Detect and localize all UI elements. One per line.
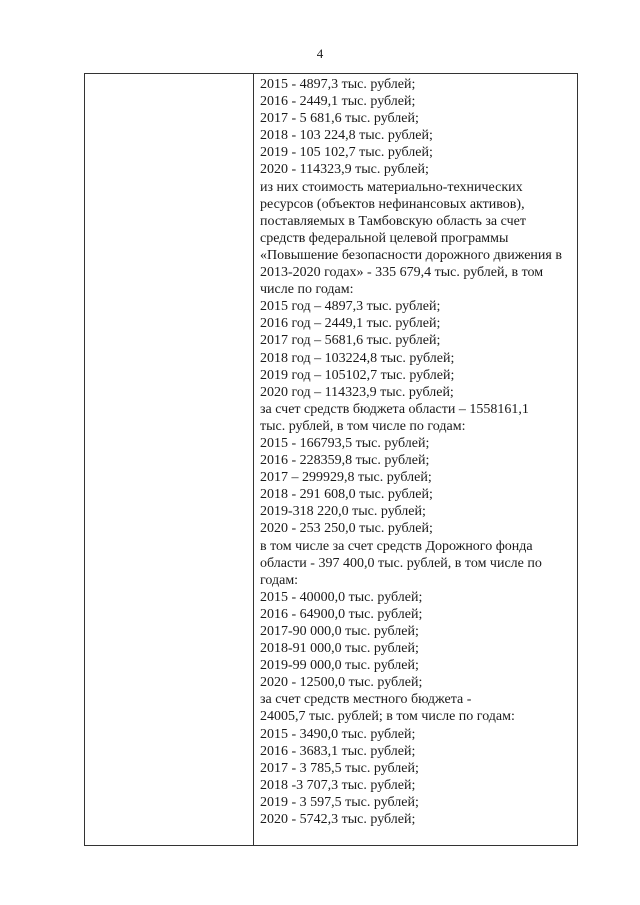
- text-line: 2018 - 291 608,0 тыс. рублей;: [260, 487, 433, 503]
- text-line: 2020 - 114323,9 тыс. рублей;: [260, 162, 429, 178]
- text-line: 2015 - 3490,0 тыс. рублей;: [260, 726, 416, 742]
- table-left-cell: [85, 74, 253, 845]
- text-line: 2018 год – 103224,8 тыс. рублей;: [260, 350, 455, 366]
- text-line: в том числе за счет средств Дорожного фонда: [260, 538, 533, 554]
- text-line: 2019 - 3 597,5 тыс. рублей;: [260, 794, 419, 810]
- text-line: 2017 год – 5681,6 тыс. рублей;: [260, 333, 441, 349]
- text-line: 2015 - 166793,5 тыс. рублей;: [260, 435, 430, 451]
- text-line: 2020 - 253 250,0 тыс. рублей;: [260, 521, 433, 537]
- text-line: поставляемых в Тамбовскую область за счет: [260, 213, 526, 229]
- text-line: 2018-91 000,0 тыс. рублей;: [260, 641, 419, 657]
- text-line: 2015 - 40000,0 тыс. рублей;: [260, 589, 423, 605]
- text-line: 2017-90 000,0 тыс. рублей;: [260, 624, 419, 639]
- column-divider: [253, 74, 254, 845]
- text-line: области - 397 400,0 тыс. рублей, в том числе по: [260, 555, 542, 571]
- text-line: 2015 год – 4897,3 тыс. рублей;: [260, 299, 441, 315]
- text-line: 2019-318 220,0 тыс. рублей;: [260, 504, 426, 520]
- text-line: 2016 - 228359,8 тыс. рублей;: [260, 453, 430, 469]
- text-line: ресурсов (объектов нефинансовых активов),: [260, 196, 525, 212]
- text-line: тыс. рублей, в том числе по годам:: [260, 418, 466, 434]
- text-line: годам:: [260, 572, 299, 588]
- text-line: 2020 - 12500,0 тыс. рублей;: [260, 675, 423, 691]
- text-line: 2019 год – 105102,7 тыс. рублей;: [260, 367, 455, 383]
- text-line: из них стоимость материально-технических: [260, 179, 523, 195]
- text-line: 2020 год – 114323,9 тыс. рублей;: [260, 384, 454, 400]
- text-line: 2013-2020 годах» - 335 679,4 тыс. рублей, в том: [260, 265, 544, 281]
- text-line: за счет средств местного бюджета -: [260, 692, 472, 708]
- text-line: 2020 - 5742,3 тыс. рублей;: [260, 812, 416, 828]
- text-line: средств федеральной целевой программы: [260, 230, 509, 246]
- document-table: [84, 73, 578, 846]
- text-line: 2015 - 4897,3 тыс. рублей;: [260, 77, 416, 92]
- text-line: числе по годам:: [260, 282, 354, 298]
- text-line: 2018 - 103 224,8 тыс. рублей;: [260, 128, 433, 144]
- text-line: 2019-99 000,0 тыс. рублей;: [260, 658, 419, 674]
- text-line: 2016 - 3683,1 тыс. рублей;: [260, 743, 416, 759]
- text-line: 2017 - 5 681,6 тыс. рублей;: [260, 111, 419, 127]
- text-line: «Повышение безопасности дорожного движения в: [260, 247, 562, 263]
- text-line: за счет средств бюджета области – 1558161,1: [260, 401, 529, 417]
- text-line: 2016 год – 2449,1 тыс. рублей;: [260, 316, 441, 332]
- text-line: 2016 - 2449,1 тыс. рублей;: [260, 94, 416, 110]
- text-line: 24005,7 тыс. рублей; в том числе по годам:: [260, 709, 515, 725]
- text-line: 2017 - 3 785,5 тыс. рублей;: [260, 760, 419, 776]
- table-right-cell: [260, 76, 576, 828]
- text-line: 2016 - 64900,0 тыс. рублей;: [260, 606, 423, 622]
- text-line: 2017 – 299929,8 тыс. рублей;: [260, 470, 432, 486]
- text-line: 2018 -3 707,3 тыс. рублей;: [260, 777, 416, 793]
- page-number: 4: [316, 46, 324, 61]
- text-line: 2019 - 105 102,7 тыс. рублей;: [260, 145, 433, 161]
